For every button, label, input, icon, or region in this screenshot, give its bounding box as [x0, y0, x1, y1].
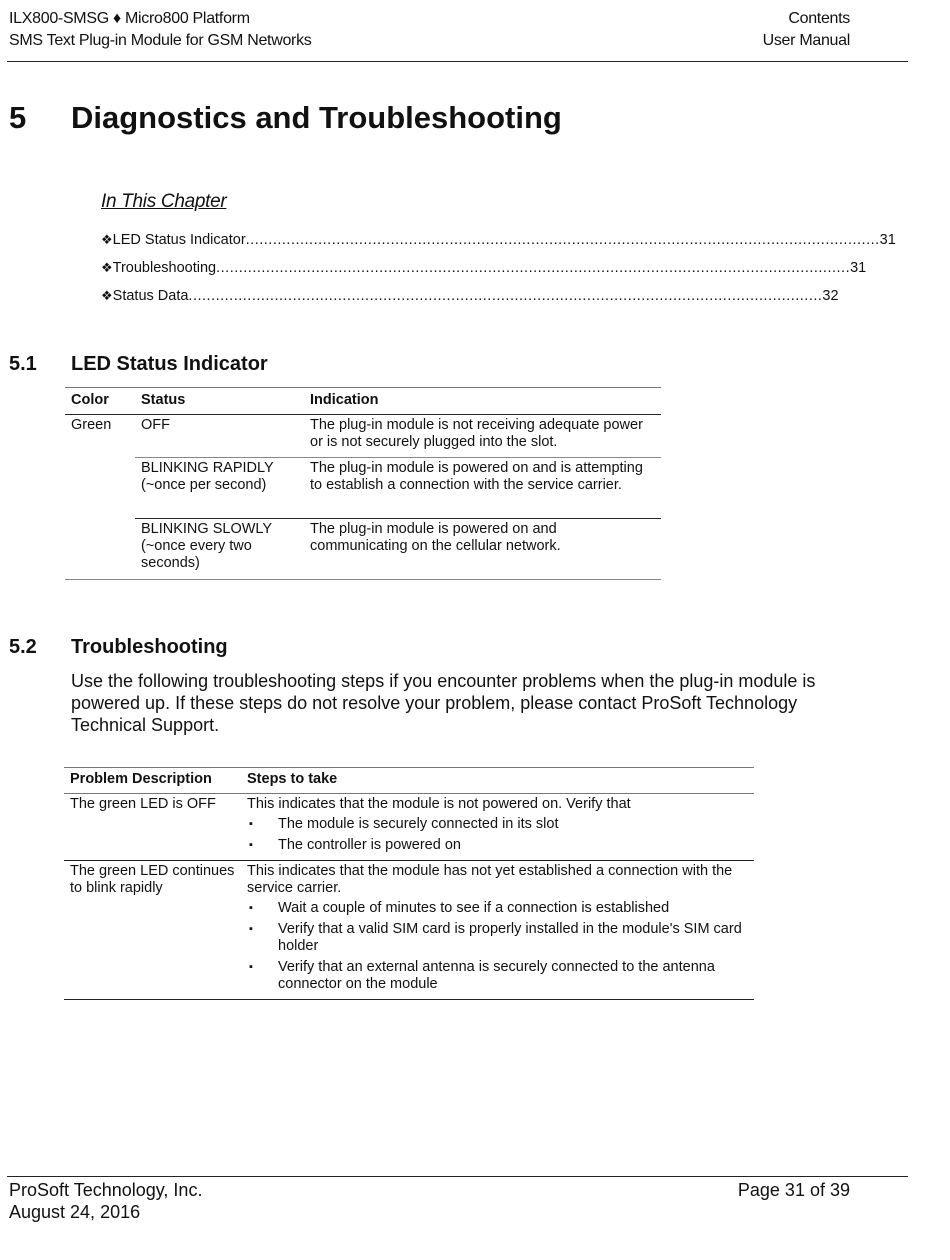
troubleshooting-intro: Use the following troubleshooting steps if you encounter problems when the plug-in module is powered up. If these steps do not resolve your problem, please contact ProSoft Technology Technical Support. — [71, 671, 816, 735]
steps-intro: This indicates that the module has not yet established a connection with the service carrier. — [247, 863, 733, 896]
table-row — [64, 861, 754, 1000]
footer-company: ProSoft Technology, Inc. — [9, 1180, 203, 1200]
steps-cell — [241, 794, 754, 861]
status-cell: BLINKING RAPIDLY (~once per second) — [135, 458, 304, 519]
indication-cell: The plug-in module is not receiving adequate power or is not securely plugged into the slot. — [310, 417, 643, 450]
header-contents: Contents — [788, 10, 850, 27]
footer-date: August 24, 2016 — [9, 1202, 141, 1222]
header-subtitle: SMS Text Plug-in Module for GSM Networks — [9, 32, 312, 49]
status-cell: BLINKING SLOWLY (~once every two seconds) — [135, 519, 304, 580]
toc-page: 31 — [879, 232, 896, 248]
toc-leader: ............................................................................................................................................ — [188, 288, 823, 304]
step-item: ▪ The module is securely connected in its slot — [247, 816, 748, 833]
toc-label: Troubleshooting — [112, 260, 217, 276]
toc-leader: ............................................................................................................................................ — [245, 232, 880, 248]
indication-cell: The plug-in module is powered on and communicating on the cellular network. — [304, 519, 661, 580]
table-row — [65, 519, 661, 580]
step-item: ▪ The controller is powered on — [247, 837, 748, 854]
column-header: Status — [135, 388, 304, 415]
diamond-bullet-icon: ❖ — [101, 232, 113, 247]
troubleshooting-table — [64, 767, 754, 1000]
column-header: Problem Description — [64, 768, 241, 794]
led-status-table — [65, 387, 661, 580]
section-title: LED Status Indicator — [71, 353, 268, 375]
toc-page: 32 — [822, 288, 839, 304]
section-title: Troubleshooting — [71, 636, 228, 658]
footer-rule — [7, 1176, 908, 1177]
header-product: ILX800-SMSG ♦ Micro800 Platform — [9, 10, 250, 27]
toc-label: LED Status Indicator — [112, 232, 246, 248]
status-cell: OFF — [141, 417, 170, 433]
table-header-row — [65, 388, 661, 415]
steps-cell — [241, 861, 754, 1000]
indication-cell: The plug-in module is powered on and is attempting to establish a connection with the service carrier. — [304, 458, 661, 519]
header-rule — [7, 61, 908, 62]
toc-entry[interactable] — [101, 288, 839, 316]
steps-list — [247, 900, 748, 993]
step-item: ▪ Verify that a valid SIM card is properly installed in the module's SIM card holder — [247, 921, 748, 955]
chapter-title: Diagnostics and Troubleshooting — [71, 100, 562, 135]
toc-entry[interactable] — [101, 232, 896, 260]
problem-cell: The green LED is OFF — [70, 796, 216, 812]
toc-entry[interactable] — [101, 260, 867, 288]
column-header: Steps to take — [241, 768, 754, 794]
step-item: ▪ Verify that an external antenna is securely connected to the antenna connector on the module — [247, 959, 748, 993]
chapter-toc — [101, 232, 896, 316]
column-header: Indication — [304, 388, 661, 415]
step-item: ▪ Wait a couple of minutes to see if a connection is established — [247, 900, 748, 917]
section-number: 5.1 — [9, 353, 37, 375]
in-this-chapter-heading: In This Chapter — [101, 191, 227, 212]
toc-leader: ............................................................................................................................................ — [216, 260, 851, 276]
table-row — [64, 794, 754, 861]
diamond-bullet-icon: ❖ — [101, 288, 113, 303]
problem-cell: The green LED continues to blink rapidly — [64, 861, 241, 1000]
toc-label: Status Data — [112, 288, 189, 304]
led-color-cell: Green — [65, 415, 135, 580]
toc-page: 31 — [850, 260, 867, 276]
column-header: Color — [65, 388, 135, 415]
diamond-bullet-icon: ❖ — [101, 260, 113, 275]
table-header-row — [64, 768, 754, 794]
page-number: Page 31 of 39 — [737, 1180, 850, 1200]
steps-list — [247, 816, 748, 854]
chapter-number: 5 — [9, 100, 27, 135]
header-manual: User Manual — [762, 32, 850, 49]
section-number: 5.2 — [9, 636, 37, 658]
table-row — [65, 458, 661, 519]
steps-intro: This indicates that the module is not powered on. Verify that — [247, 796, 631, 812]
table-row — [65, 415, 661, 458]
